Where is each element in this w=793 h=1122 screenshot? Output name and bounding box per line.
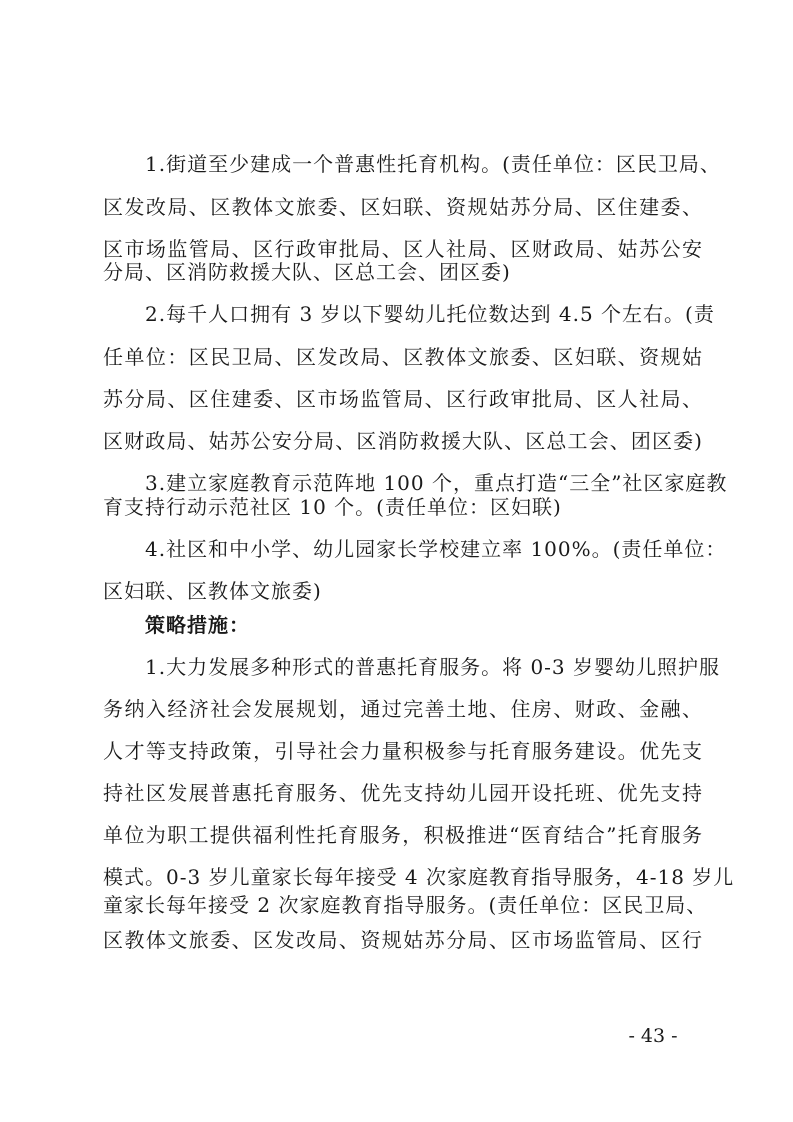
- paragraph-5-line-4: 持社区发展普惠托育服务、优先支持幼儿园开设托班、优先支持: [103, 781, 703, 805]
- paragraph-1-line-1: 1.街道至少建成一个普惠性托育机构。(责任单位：区民卫局、: [145, 152, 721, 176]
- paragraph-1-line-2: 区发改局、区教体文旅委、区妇联、资规姑苏分局、区住建委、: [103, 195, 703, 219]
- paragraph-1-line-3: 区市场监管局、区行政审批局、区人社局、区财政局、姑苏公安: [103, 237, 703, 261]
- paragraph-1-line-4: 分局、区消防救援大队、区总工会、团区委): [103, 260, 511, 284]
- paragraph-2-line-3: 苏分局、区住建委、区市场监管局、区行政审批局、区人社局、: [103, 387, 703, 411]
- paragraph-2-line-4: 区财政局、姑苏公安分局、区消防救援大队、区总工会、团区委): [103, 429, 703, 453]
- paragraph-4-line-2: 区妇联、区教体文旅委): [103, 579, 322, 603]
- paragraph-5-line-1: 1.大力发展多种形式的普惠托育服务。将 0-3 岁婴幼儿照护服: [145, 655, 721, 679]
- paragraph-4-line-1: 4.社区和中小学、幼儿园家长学校建立率 100%。(责任单位：: [145, 537, 727, 561]
- paragraph-5-line-3: 人才等支持政策，引导社会力量积极参与托育服务建设。优先支: [103, 739, 703, 763]
- paragraph-5-line-7: 童家长每年接受 2 次家庭教育指导服务。(责任单位：区民卫局、: [103, 893, 708, 917]
- paragraph-5-line-6: 模式。0-3 岁儿童家长每年接受 4 次家庭教育指导服务，4-18 岁儿: [103, 865, 735, 889]
- paragraph-3-line-2: 育支持行动示范社区 10 个。(责任单位：区妇联): [103, 495, 562, 519]
- paragraph-5-line-8: 区教体文旅委、区发改局、资规姑苏分局、区市场监管局、区行: [103, 928, 703, 952]
- paragraph-5-line-2: 务纳入经济社会发展规划，通过完善土地、住房、财政、金融、: [103, 697, 703, 721]
- paragraph-5-line-5: 单位为职工提供福利性托育服务，积极推进“医育结合”托育服务: [103, 823, 703, 847]
- page-number: - 43 -: [628, 1025, 678, 1047]
- paragraph-3-line-1: 3.建立家庭教育示范阵地 100 个，重点打造“三全”社区家庭教: [145, 471, 728, 495]
- section-heading: 策略措施：: [145, 613, 250, 637]
- paragraph-2-line-2: 任单位：区民卫局、区发改局、区教体文旅委、区妇联、资规姑: [103, 345, 703, 369]
- paragraph-2-line-1: 2.每千人口拥有 3 岁以下婴幼儿托位数达到 4.5 个左右。(责: [145, 302, 715, 326]
